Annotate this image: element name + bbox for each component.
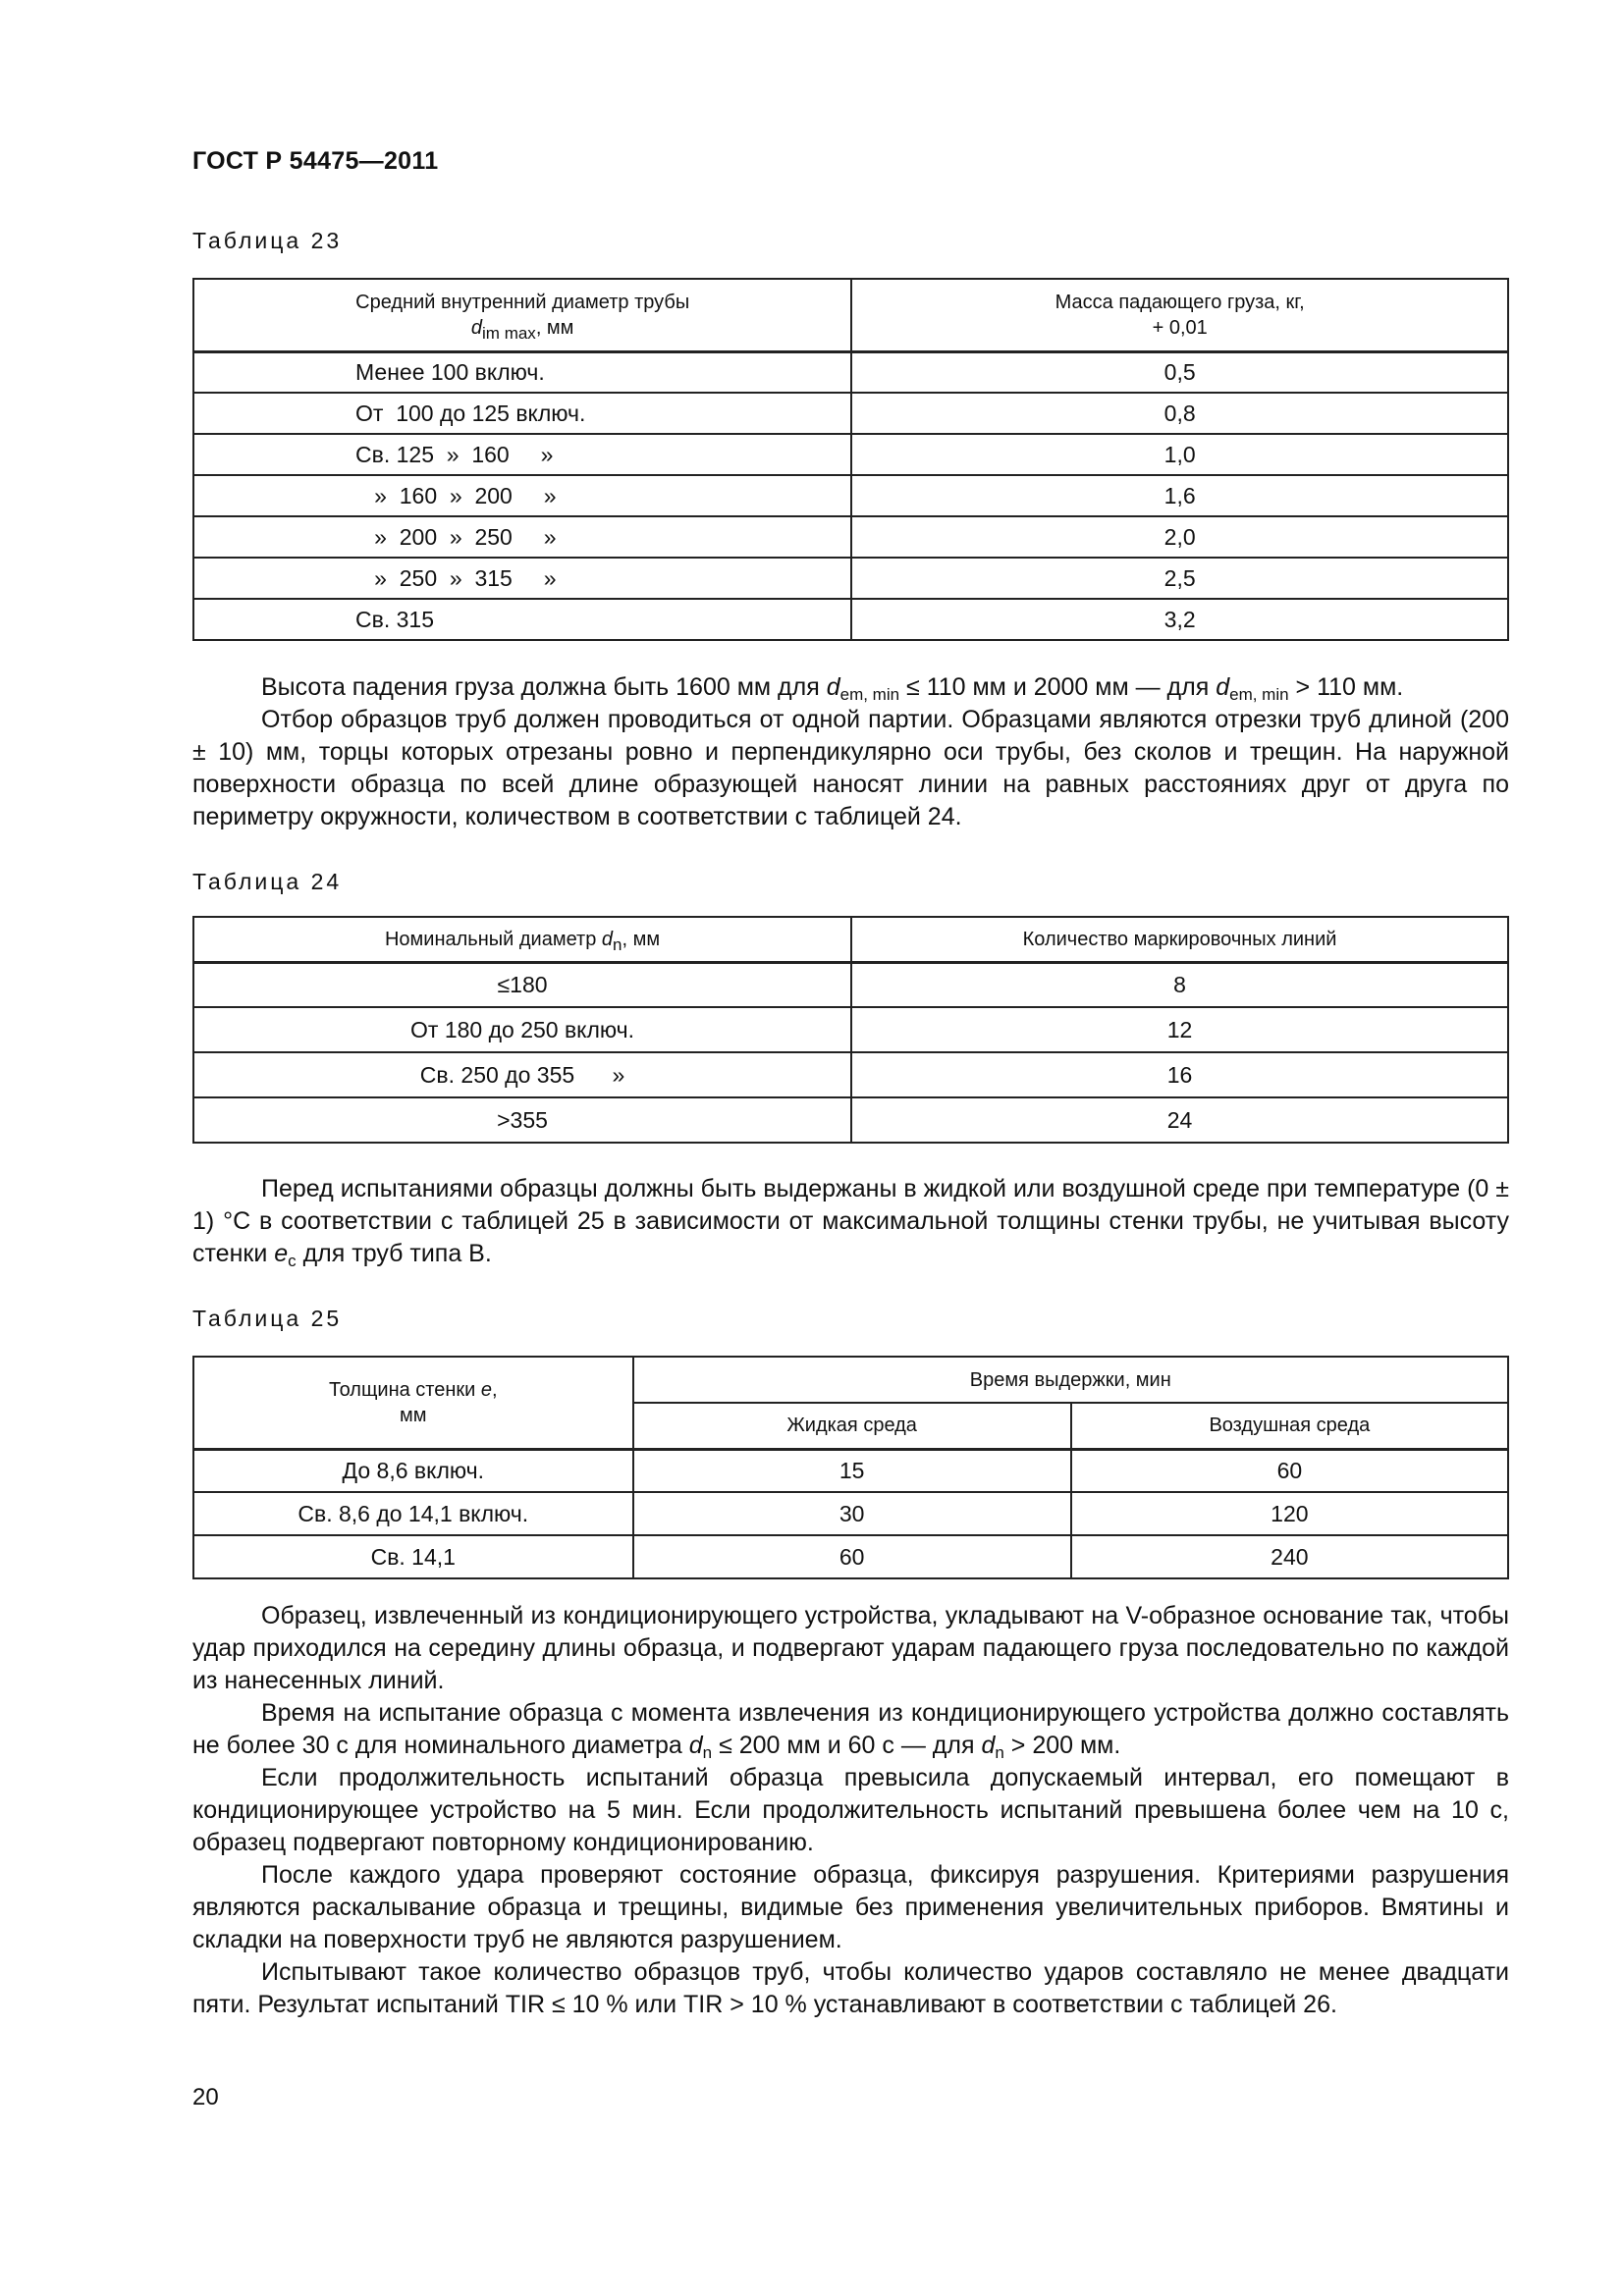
paragraph-test-procedure: Образец, извлеченный из кондиционирующего устройства, укладывают на V-образное основание так, чтобы удар приходился на середину длины образца, и подвергают ударам падающего груза последовательно по каждой из нанесенных линий. Время на испытание образца с момента извлечения из кондиционирующего устройства должно составлять не более 30 с для номинального диаметра $d_n \le 200$ мм и 60 с — для $d_n > 200$ мм. Если продолжительность испытаний образца превысила допускаемый интервал, его помещают в кондиционирующее устройство на 5 мин. Если продолжительность испытаний превышена более чем на 10 с, образец подвергают повторному кондиционированию. После каждого удара проверяют состояние образца, фиксируя разрушения. Критериями разрушения являются раскалывание образца и трещины, видимые без применения увеличительных приборов. Вмятины и складки на поверхности труб не являются разрушением. Испытывают такое количество образцов труб, чтобы количество ударов составляло не менее двадцати пяти. Результат испытаний TIR ≤ 10 % или TIR > 10 % устанавливают в соответствии с таблицей 26. xyxy=(192,1602,1509,2018)
table-row xyxy=(193,475,1508,516)
paragraph-conditioning: Перед испытаниями образцы должны быть выдержаны в жидкой или воздушной среде при температуре (0 ± 1) °С в соответствии с таблицей 25 в зависимости от максимальной толщины стенки трубы, не учитывая высоту стенки $e_c$ для труб типа В. xyxy=(192,1175,1509,1270)
paragraph-drop-height: Высота падения груза должна быть 1600 мм для $d_{em, min} \le 110$ мм и 2000 мм — для $d_{em, min} > 110$ мм. Отбор образцов труб должен проводиться от одной партии. Образцами являются отрезки труб длиной (200 ± 10) мм, торцы которых отрезаны ровно и перпендикулярно оси трубы, без сколов и трещин. На наружной поверхности образца по всей длине образующей наносят линии на равных расстояниях друг от друга по периметру окружности, количеством в соответствии с таблицей 24. xyxy=(192,673,1509,830)
table-25-head-thickness: Толщина стенки e, мм xyxy=(193,1357,633,1449)
table-row xyxy=(193,1097,1508,1143)
table-24-head-lines: Количество маркировочных линий xyxy=(851,917,1508,962)
table-24-cell-lines: 24 xyxy=(851,1097,1508,1143)
table-23-cell-diameter: От 100 до 125 включ. xyxy=(193,393,851,434)
table-25-cell-thickness: До 8,6 включ. xyxy=(193,1449,633,1492)
table-row xyxy=(193,558,1508,599)
table-24-cell-lines: 16 xyxy=(851,1052,1508,1097)
table-25 xyxy=(192,1356,1509,1579)
table-row xyxy=(193,1052,1508,1097)
table-25-cell-air: 120 xyxy=(1071,1492,1508,1535)
page-number: 20 xyxy=(192,2084,219,2110)
table-23 xyxy=(192,278,1509,641)
table-row xyxy=(193,1535,1508,1578)
table-23-cell-diameter: Св. 125 » 160 » xyxy=(193,434,851,475)
table-25-cell-liquid: 60 xyxy=(633,1535,1071,1578)
document-header: ГОСТ Р 54475—2011 xyxy=(192,147,439,175)
table-24 xyxy=(192,916,1509,1144)
table-23-cell-mass: 3,2 xyxy=(851,599,1508,640)
table-24-cell-diameter: >355 xyxy=(193,1097,851,1143)
table-25-cell-liquid: 30 xyxy=(633,1492,1071,1535)
table-row xyxy=(193,962,1508,1007)
table-24-caption: Таблица 24 xyxy=(192,869,343,894)
table-24-cell-diameter: От 180 до 250 включ. xyxy=(193,1007,851,1052)
table-row xyxy=(193,599,1508,640)
table-25-head-air: Воздушная среда xyxy=(1071,1403,1508,1449)
table-25-cell-air: 240 xyxy=(1071,1535,1508,1578)
table-row xyxy=(193,351,1508,393)
table-row xyxy=(193,1449,1508,1492)
table-24-cell-lines: 12 xyxy=(851,1007,1508,1052)
table-23-cell-mass: 0,8 xyxy=(851,393,1508,434)
table-23-cell-diameter: Менее 100 включ. xyxy=(193,351,851,393)
table-23-cell-diameter: » 200 » 250 » xyxy=(193,516,851,558)
table-23-cell-mass: 2,0 xyxy=(851,516,1508,558)
table-24-cell-diameter: ≤180 xyxy=(193,962,851,1007)
table-23-cell-diameter: » 160 » 200 » xyxy=(193,475,851,516)
table-row xyxy=(193,393,1508,434)
table-23-cell-mass: 1,0 xyxy=(851,434,1508,475)
table-23-cell-mass: 2,5 xyxy=(851,558,1508,599)
table-25-head-liquid: Жидкая среда xyxy=(633,1403,1071,1449)
table-23-caption: Таблица 23 xyxy=(192,228,343,253)
table-25-cell-thickness: Св. 14,1 xyxy=(193,1535,633,1578)
table-23-head-diameter: Средний внутренний диаметр трубы $d_{im max}$, мм xyxy=(193,279,851,351)
table-23-head-mass: Масса падающего груза, кг, + 0,01 xyxy=(851,279,1508,351)
table-23-cell-mass: 1,6 xyxy=(851,475,1508,516)
table-23-cell-mass: 0,5 xyxy=(851,351,1508,393)
table-row xyxy=(193,1492,1508,1535)
table-row xyxy=(193,434,1508,475)
table-row xyxy=(193,516,1508,558)
table-24-head-diameter: Номинальный диаметр $d_n$, мм xyxy=(193,917,851,962)
table-23-cell-diameter: Св. 315 xyxy=(193,599,851,640)
table-24-cell-diameter: Св. 250 до 355 » xyxy=(193,1052,851,1097)
table-25-head-time: Время выдержки, мин xyxy=(633,1357,1508,1403)
table-25-cell-air: 60 xyxy=(1071,1449,1508,1492)
table-23-cell-diameter: » 250 » 315 » xyxy=(193,558,851,599)
table-25-cell-thickness: Св. 8,6 до 14,1 включ. xyxy=(193,1492,633,1535)
table-25-caption: Таблица 25 xyxy=(192,1306,343,1331)
table-row xyxy=(193,1007,1508,1052)
table-24-cell-lines: 8 xyxy=(851,962,1508,1007)
table-25-cell-liquid: 15 xyxy=(633,1449,1071,1492)
